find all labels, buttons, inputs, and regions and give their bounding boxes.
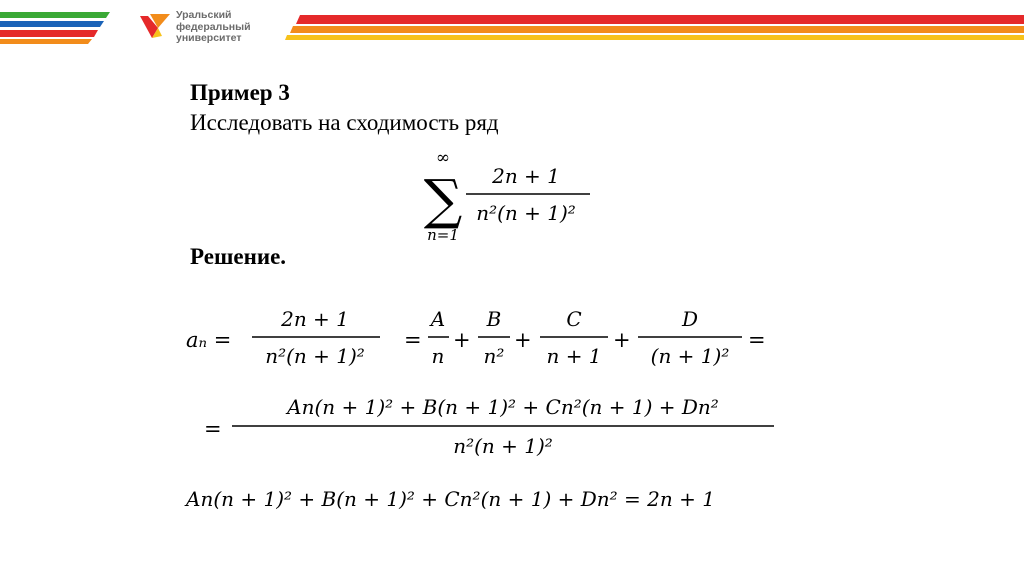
eq1-frac-denominator: n²(n + 1)²	[265, 344, 365, 368]
eq1-plus-3: +	[613, 328, 631, 352]
eq1-frac-numerator: 2n + 1	[281, 307, 349, 331]
series-numerator: 2n + 1	[492, 164, 560, 188]
eq1-b-denominator: n²	[483, 344, 505, 368]
series-denominator: n²(n + 1)²	[476, 201, 576, 225]
eq1-a-denominator: n	[431, 344, 445, 368]
eq1-c-numerator: C	[566, 307, 582, 331]
eq1-b-numerator: B	[486, 307, 502, 331]
eq1-equals: =	[404, 328, 422, 352]
equation-2	[204, 395, 774, 458]
eq1-tail-equals: =	[748, 328, 766, 352]
sum-sigma-icon: ∑	[423, 168, 463, 231]
equation-3: An(n + 1)² + B(n + 1)² + Cn²(n + 1) + Dn² = 2n + 1	[186, 487, 715, 511]
eq2-numerator: An(n + 1)² + B(n + 1)² + Cn²(n + 1) + Dn²	[287, 395, 719, 419]
eq1-d-denominator: (n + 1)²	[650, 344, 730, 368]
eq1-d-numerator: D	[681, 307, 699, 331]
equation-1	[186, 307, 766, 368]
eq2-equals: =	[204, 417, 222, 441]
sum-lower-limit: n=1	[427, 226, 459, 244]
logo-line-3: университет	[176, 32, 242, 44]
logo-line-2: федеральный	[176, 20, 251, 33]
solution-label: Решение.	[190, 244, 287, 269]
sum-upper-limit: ∞	[435, 148, 451, 168]
slide-title: Пример 3	[190, 80, 290, 105]
eq1-plus-1: +	[453, 328, 471, 352]
eq1-c-denominator: n + 1	[546, 344, 602, 368]
eq1-plus-2: +	[514, 328, 532, 352]
task-text: Исследовать на сходимость ряд	[190, 110, 499, 135]
eq2-denominator: n²(n + 1)²	[453, 434, 553, 458]
eq1-lhs: aₙ =	[186, 328, 232, 352]
eq1-a-numerator: A	[430, 307, 446, 331]
series-expression	[424, 148, 590, 244]
logo-line-1: Уральский	[176, 9, 232, 21]
